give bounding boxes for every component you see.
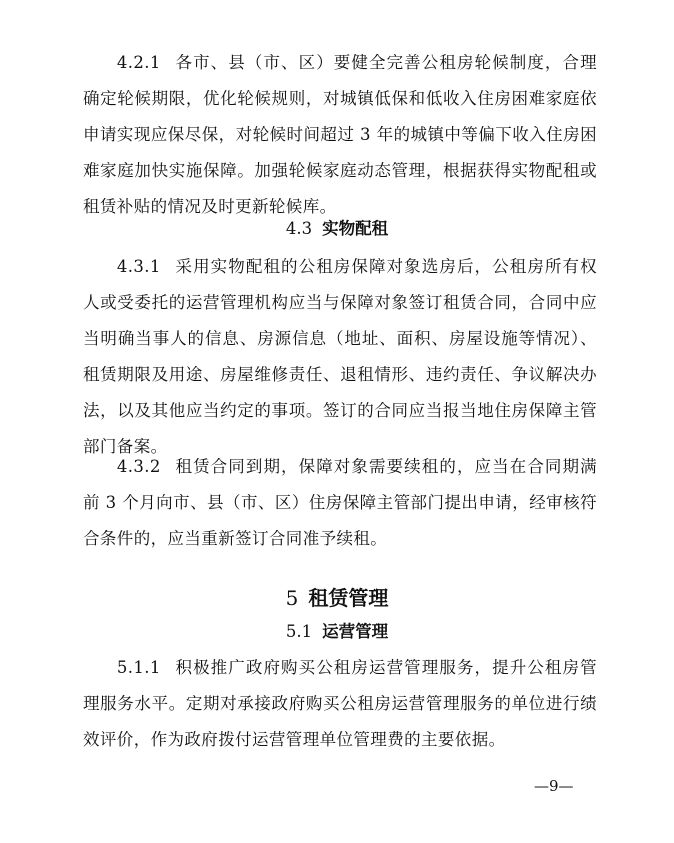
clause-4-2-1 (83, 45, 597, 225)
chapter-title: 租赁管理 (308, 586, 389, 610)
section-title: 运营管理 (322, 622, 389, 641)
clause-4-3-2 (83, 449, 597, 557)
clause-number: 4.3.2 (116, 457, 161, 476)
section-heading-5-1 (0, 617, 674, 647)
clause-text: 采用实物配租的公租房保障对象选房后，公租房所有权人或受委托的运营管理机构应当与保障对象签订租赁合同，合同中应当明确当事人的信息、房源信息（地址、面积、房屋设施等情况）、租赁期限及用途、房屋维修责任、退租情形、违约责任、争议解决办法，以及其他应当约定的事项。签订的合同应当报当地住房保障主管部门备案。 (83, 257, 597, 456)
clause-number: 4.2.1 (116, 53, 161, 72)
clause-text: 租赁合同到期，保障对象需要续租的，应当在合同期满前 3 个月向市、县（市、区）住房保障主管部门提出申请，经审核符合条件的，应当重新签订合同准予续租。 (83, 457, 597, 548)
section-heading-4-3 (0, 214, 674, 244)
section-title: 实物配租 (322, 219, 389, 238)
clause-text: 积极推广政府购买公租房运营管理服务，提升公租房管理服务水平。定期对承接政府购买公租房运营管理服务的单位进行绩效评价，作为政府拨付运营管理单位管理费的主要依据。 (83, 658, 597, 749)
section-number: 5.1 (285, 622, 313, 641)
clause-number: 4.3.1 (116, 257, 161, 276)
clause-number: 5.1.1 (116, 658, 161, 677)
clause-5-1-1 (83, 650, 597, 758)
clause-text: 各市、县（市、区）要健全完善公租房轮候制度，合理确定轮候期限，优化轮候规则，对城镇低保和低收入住房困难家庭依申请实现应保尽保，对轮候时间超过 3 年的城镇中等偏下收入住房困难家庭加快实施保障。加强轮候家庭动态管理，根据获得实物配租或租赁补贴的情况及时更新轮候库。 (83, 53, 597, 216)
section-number: 4.3 (285, 219, 313, 238)
chapter-number: 5 (285, 586, 299, 610)
chapter-heading-5 (0, 583, 674, 613)
clause-4-3-1 (83, 249, 597, 465)
page-number: —9— (534, 777, 574, 795)
